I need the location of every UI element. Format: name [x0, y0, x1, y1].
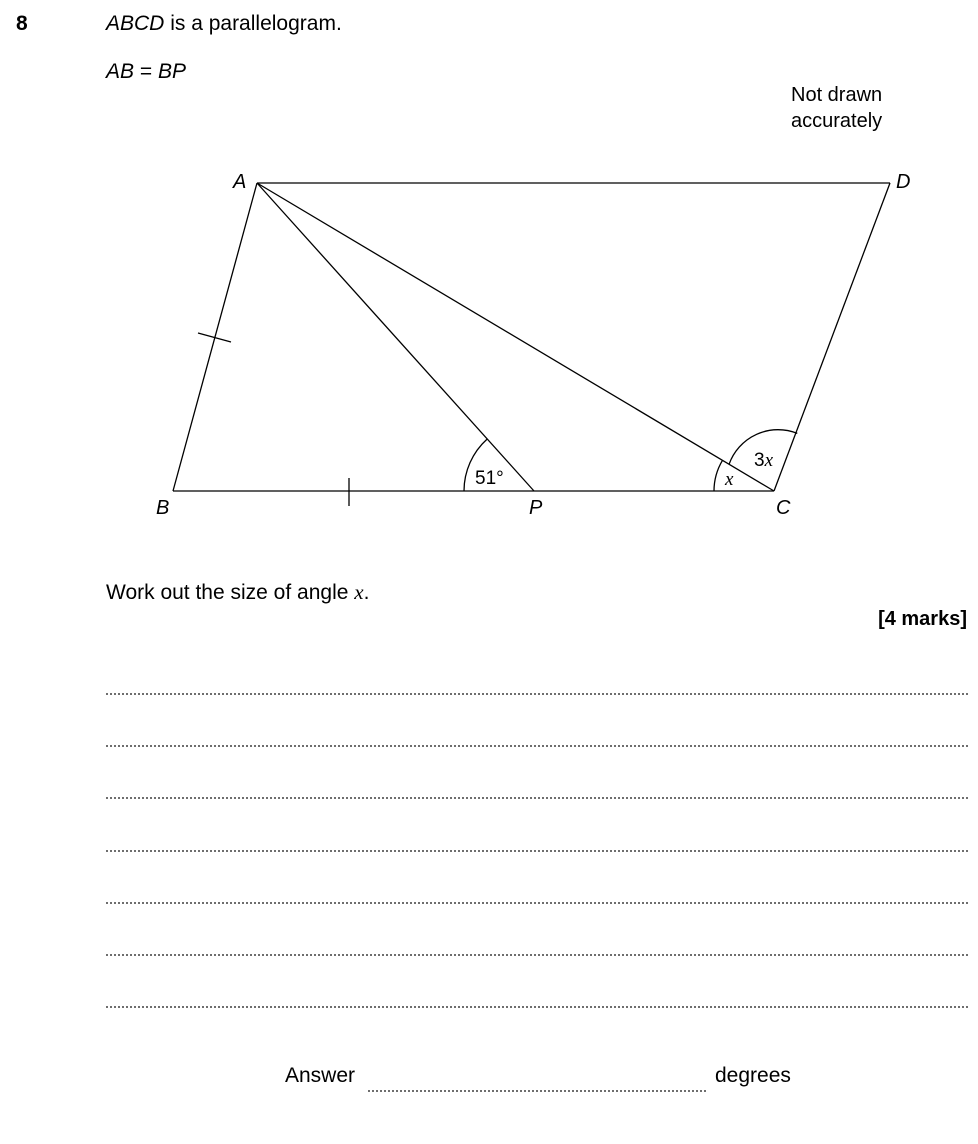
- instruction-text: Work out the size of angle: [106, 581, 355, 604]
- instruction-variable: x: [354, 580, 364, 604]
- point-label-B: B: [156, 497, 170, 519]
- marks-label: [4 marks]: [878, 608, 967, 630]
- point-label-P: P: [529, 497, 543, 519]
- side-DC: [774, 183, 890, 491]
- working-line-5[interactable]: [106, 902, 968, 904]
- not-drawn-accurately-note: Not drawn accurately: [791, 84, 883, 132]
- instruction-end: .: [363, 581, 370, 604]
- working-line-6[interactable]: [106, 954, 968, 956]
- angle-arc-ACP: [714, 460, 723, 491]
- working-line-4[interactable]: [106, 850, 968, 852]
- equality-sign: =: [134, 60, 158, 83]
- equality-left: AB: [106, 60, 135, 83]
- equality-right: BP: [157, 60, 186, 83]
- angle-3x-variable: x: [764, 450, 774, 471]
- answer-field[interactable]: [368, 1090, 706, 1092]
- answer-unit: degrees: [715, 1064, 791, 1087]
- parallelogram-diagram: [0, 0, 978, 560]
- working-line-7[interactable]: [106, 1006, 968, 1008]
- segment-AP: [257, 183, 534, 491]
- answer-label: Answer: [285, 1064, 356, 1087]
- point-label-C: C: [776, 497, 791, 519]
- working-line-2[interactable]: [106, 745, 968, 747]
- angle-label-x: x: [725, 469, 734, 490]
- question-number: 8: [16, 12, 28, 35]
- angle-label-3x: [754, 450, 774, 471]
- statement-rest: is a parallelogram.: [164, 12, 342, 35]
- angle-3x-coefficient: 3: [754, 450, 765, 471]
- point-label-D: D: [896, 171, 911, 193]
- segment-AC: [257, 183, 774, 491]
- point-label-A: A: [233, 171, 247, 193]
- instruction: [106, 580, 369, 605]
- working-line-1[interactable]: [106, 693, 968, 695]
- working-line-3[interactable]: [106, 797, 968, 799]
- shape-name: ABCD: [106, 12, 165, 35]
- angle-label-51: 51°: [475, 468, 504, 489]
